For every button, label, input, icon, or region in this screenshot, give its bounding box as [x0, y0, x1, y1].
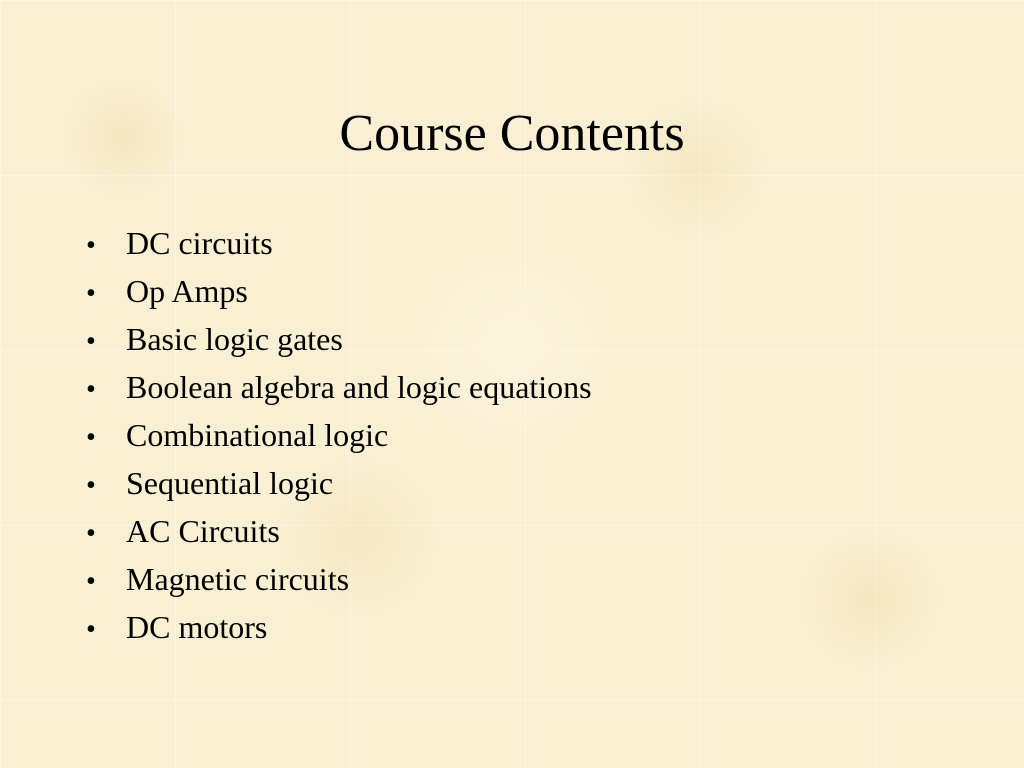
list-item-text: Basic logic gates [126, 321, 343, 357]
list-item [86, 363, 592, 411]
bullet-icon: • [86, 422, 96, 453]
slide-title: Course Contents [339, 105, 685, 162]
list-item [86, 459, 592, 507]
list-item [86, 411, 592, 459]
bullet-icon: • [86, 326, 96, 357]
list-item [86, 315, 592, 363]
bullet-icon: • [86, 566, 96, 597]
list-item-text: Combinational logic [126, 417, 389, 453]
list-item [86, 219, 592, 267]
bullet-icon: • [86, 278, 96, 309]
list-item-text: Op Amps [126, 273, 248, 309]
list-item-text: Boolean algebra and logic equations [126, 369, 592, 405]
list-item-text: Magnetic circuits [126, 561, 350, 597]
list-item [86, 507, 592, 555]
bullet-list [86, 219, 592, 651]
list-item-text: AC Circuits [126, 513, 280, 549]
bullet-icon: • [86, 230, 96, 261]
list-item [86, 267, 592, 315]
list-item-text: Sequential logic [126, 465, 334, 501]
list-item-text: DC motors [126, 609, 268, 645]
bullet-icon: • [86, 374, 96, 405]
list-item [86, 555, 592, 603]
bullet-icon: • [86, 518, 96, 549]
list-item-text: DC circuits [126, 225, 273, 261]
list-item [86, 603, 592, 651]
bullet-icon: • [86, 614, 96, 645]
bullet-icon: • [86, 470, 96, 501]
